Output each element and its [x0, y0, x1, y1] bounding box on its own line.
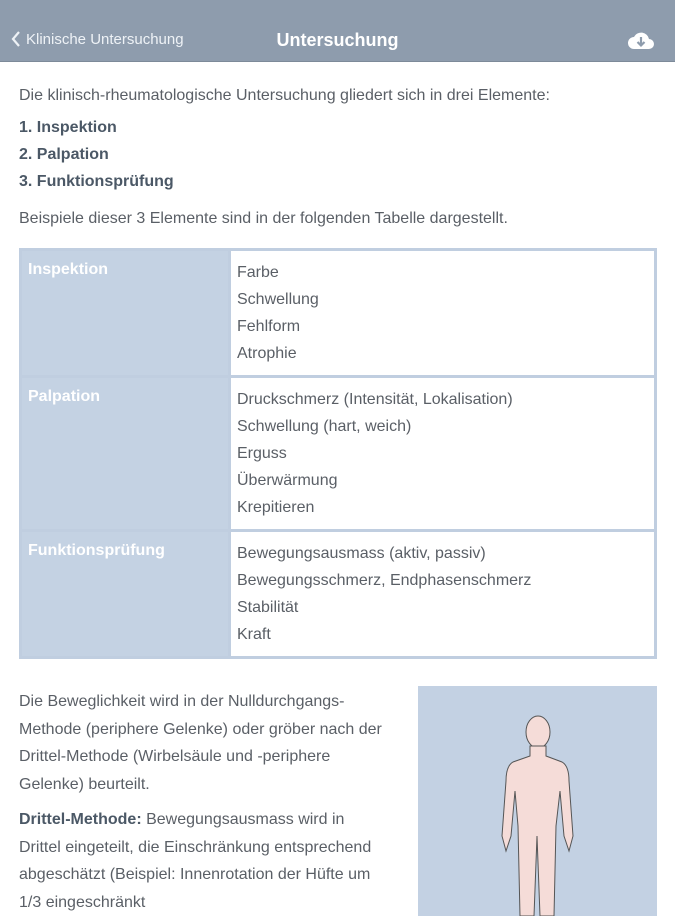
cloud-download-icon[interactable]	[627, 29, 655, 51]
body-figure-image	[418, 686, 657, 916]
table-cell-item: Bewegungsausmass (aktiv, passiv)	[237, 545, 486, 562]
row-header: Inspektion	[21, 250, 230, 377]
table-intro: Beispiele dieser 3 Elemente sind in der folgenden Tabelle dargestellt.	[19, 210, 508, 227]
mobility-text	[19, 688, 389, 916]
row-values	[230, 250, 656, 377]
elements-list	[19, 114, 659, 195]
table-cell-item: Krepitieren	[237, 499, 315, 516]
intro-text: Die klinisch-rheumatologische Untersuchung gliedert sich in drei Elemente:	[19, 87, 550, 104]
table-cell-item: Bewegungsschmerz, Endphasenschmerz	[237, 572, 532, 589]
chevron-left-icon	[10, 30, 22, 48]
table-row	[21, 250, 656, 377]
back-button[interactable]	[10, 30, 184, 48]
navigation-bar	[0, 0, 675, 62]
row-values	[230, 531, 656, 658]
row-header: Palpation	[21, 377, 230, 531]
paragraph: Drittel-Methode: Bewegungsausmass wird in Drittel eingeteilt, die Einschränkung entsprechend abgeschätzt (Beispiel: Innenrotation der Hüfte um 1/3 eingeschränkt	[19, 811, 372, 911]
table-cell-item: Fehlform	[237, 318, 301, 335]
examination-table	[19, 248, 657, 659]
list-item: 3. Funktionsprüfung	[19, 173, 174, 190]
table-cell-item: Schwellung (hart, weich)	[237, 418, 412, 435]
paragraph: Die Beweglichkeit wird in der Nulldurchgangs-Methode (periphere Gelenke) oder gröber nach der Drittel-Methode (Wirbelsäule und -periphere Gelenke) beurteilt.	[19, 693, 382, 793]
table-cell-item: Farbe	[237, 264, 279, 281]
table-cell-item: Überwärmung	[237, 472, 338, 489]
list-item: 2. Palpation	[19, 146, 109, 163]
list-item: 1. Inspektion	[19, 119, 117, 136]
table-cell-item: Schwellung	[237, 291, 319, 308]
bold-term: Drittel-Methode:	[19, 811, 142, 828]
table-cell-item: Atrophie	[237, 345, 297, 362]
page-title: Untersuchung	[276, 30, 399, 50]
table-cell-item: Druckschmerz (Intensität, Lokalisation)	[237, 391, 513, 408]
table-row	[21, 531, 656, 658]
table-cell-item: Kraft	[237, 626, 271, 643]
table-row	[21, 377, 656, 531]
content	[19, 84, 659, 643]
row-header: Funktionsprüfung	[21, 531, 230, 658]
row-values	[230, 377, 656, 531]
table-cell-item: Stabilität	[237, 599, 299, 616]
table-cell-item: Erguss	[237, 445, 287, 462]
human-body-illustration	[418, 686, 657, 916]
back-label: Klinische Untersuchung	[26, 30, 184, 48]
